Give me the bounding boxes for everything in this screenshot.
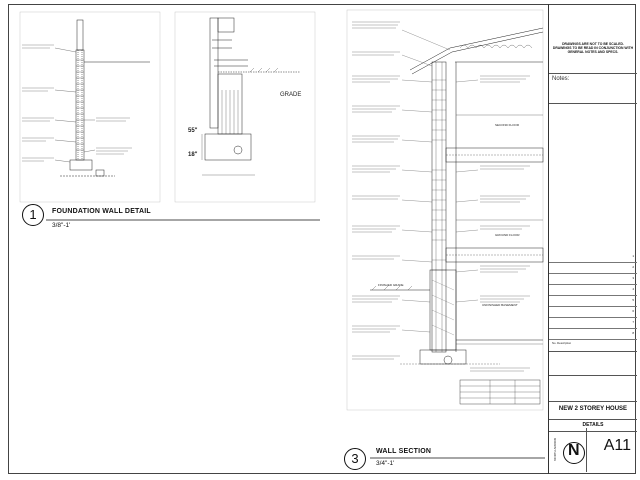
detail-scale-foundation: 3/8"-1' — [52, 222, 71, 229]
finished-grade-label: FINISHED GRADE — [378, 283, 404, 287]
consultant-box — [549, 352, 637, 376]
sheet-number: A11 — [603, 437, 631, 454]
revision-row: 6 — [549, 307, 637, 318]
issue-header: No. Description — [549, 340, 637, 352]
disclaimer-heading: DRAWINGS ARE NOT TO BE SCALED. — [562, 42, 624, 46]
basement-label: UNFINISHED BASEMENT — [482, 303, 518, 307]
revision-row: 8 — [549, 329, 637, 340]
project-name: NEW 2 STOREY HOUSE — [549, 402, 637, 420]
disclaimer-box — [549, 40, 637, 74]
detail-title-foundation: FOUNDATION WALL DETAIL — [52, 208, 151, 215]
revision-row: 5 — [549, 296, 637, 307]
disclaimer-subheading: DRAWINGS TO BE READ IN CONJUNCTION WITH GENERAL NOTES AND SPECS. — [552, 46, 634, 55]
north-arrow-label: NORTH ARROW — [553, 438, 557, 461]
grade-label: GRADE — [280, 92, 302, 98]
sheet-title: DETAILS — [549, 420, 637, 432]
ground-floor-label: GROUND FLOOR — [495, 233, 520, 237]
detail-number-1: 1 — [22, 204, 44, 226]
notes-area — [549, 104, 637, 252]
revision-row: 3 — [549, 274, 637, 285]
detail-number-3: 3 — [344, 448, 366, 470]
title-block — [548, 4, 636, 474]
revision-row: 7 — [549, 318, 637, 329]
revision-row: 2 — [549, 263, 637, 274]
notes-label: Notes: — [552, 76, 570, 82]
dimension-55: 55" — [188, 128, 198, 134]
revision-row: 4 — [549, 285, 637, 296]
second-floor-label: SECOND FLOOR — [495, 123, 520, 127]
detail-title-wall-section: WALL SECTION — [376, 448, 432, 455]
client-box — [549, 376, 637, 402]
north-arrow — [555, 428, 587, 472]
north-arrow-icon: N — [568, 442, 580, 459]
notes-box — [549, 74, 637, 104]
revision-row: 1 — [549, 252, 637, 263]
detail-scale-wall-section: 3/4"-1' — [376, 460, 395, 467]
dimension-18: 18" — [188, 152, 198, 158]
